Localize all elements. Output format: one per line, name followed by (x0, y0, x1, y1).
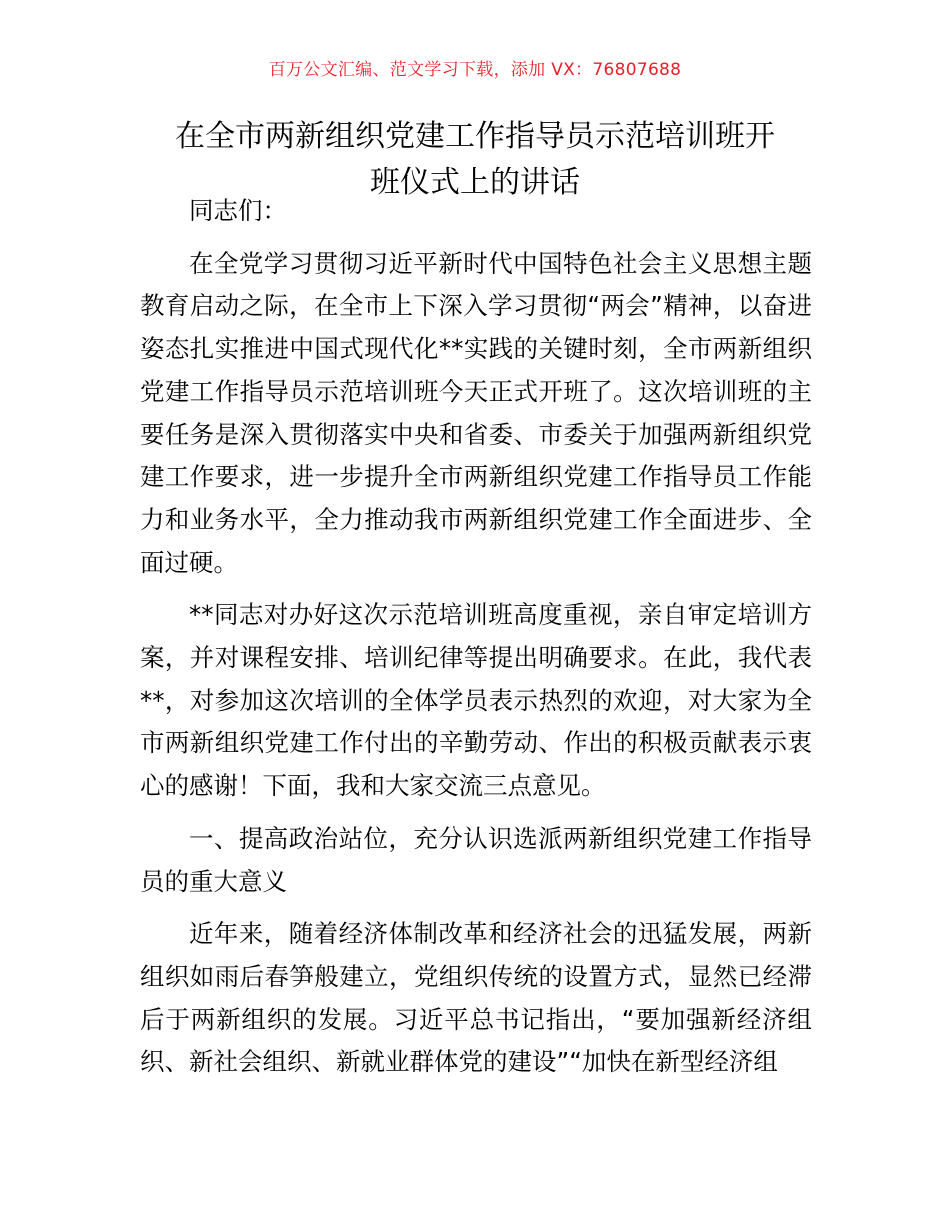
paragraph-3: 近年来，随着经济体制改革和经济社会的迅猛发展，两新组织如雨后春笋般建立，党组织传统的设置方式，显然已经滞后于两新组织的发展。习近平总书记指出，“要加强新经济组织、新社会组织、新就业群体党的建设”“加快在新型经济组 (140, 919, 812, 1077)
paragraph-1: 在全党学习贯彻习近平新时代中国特色社会主义思想主题教育启动之际，在全市上下深入学习贯彻“两会”精神，以奋进姿态扎实推进中国式现代化**实践的关键时刻，全市两新组织党建工作指导员示范培训班今天正式开班了。这次培训班的主要任务是深入贯彻落实中央和省委、市委关于加强两新组织党建工作要求，进一步提升全市两新组织党建工作指导员工作能力和业务水平，全力推动我市两新组织党建工作全面进步、全面过硬。 (140, 248, 812, 577)
header-watermark-note: 百万公文汇编、范文学习下载，添加 VX：76807688 (268, 60, 682, 80)
salutation: 同志们： (189, 196, 287, 225)
document-body (140, 190, 812, 1094)
section-heading-1: 一、提高政治站位，充分认识选派两新组织党建工作指导员的重大意义 (140, 823, 812, 896)
title-line-1: 在全市两新组织党建工作指导员示范培训班开 (175, 119, 775, 154)
title-line-2: 班仪式上的讲话 (370, 165, 580, 200)
paragraph-2: **同志对办好这次示范培训班高度重视，亲自审定培训方案，并对课程安排、培训纪律等提出明确要求。在此，我代表**，对参加这次培训的全体学员表示热烈的欢迎，对大家为全市两新组织党建工作付出的辛勤劳动、作出的积极贡献表示衷心的感谢！下面，我和大家交流三点意见。 (140, 600, 812, 801)
